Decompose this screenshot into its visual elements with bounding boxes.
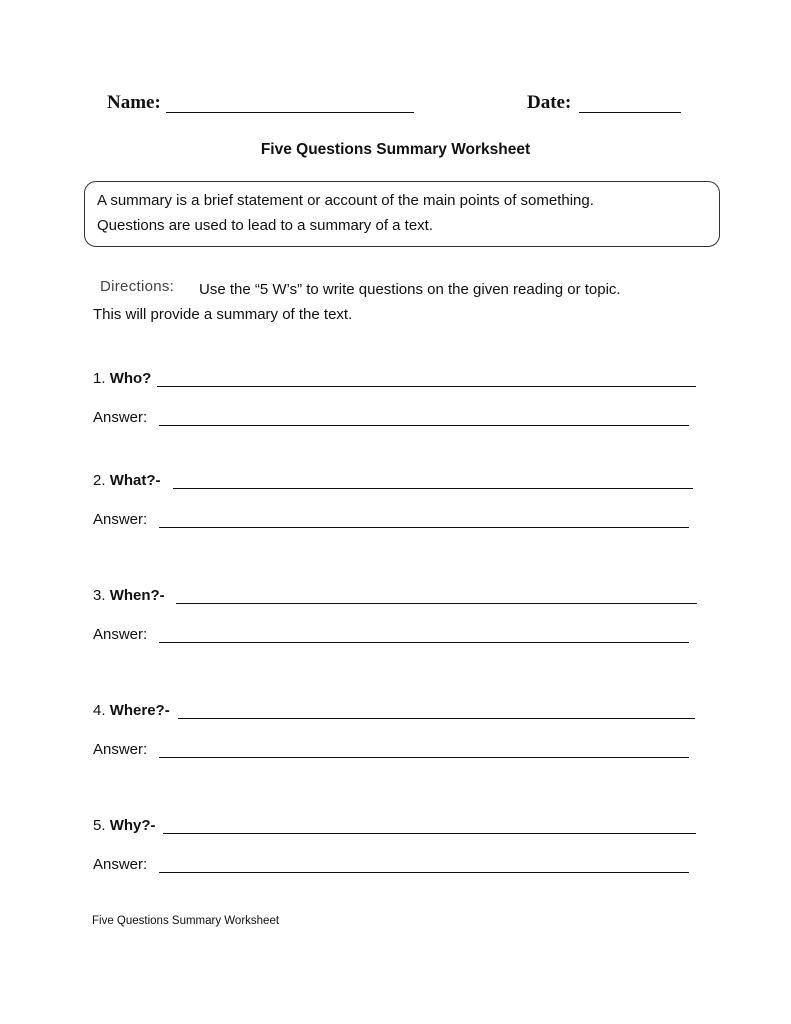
question-who-label (93, 369, 151, 389)
question-word: Where?- (109, 702, 170, 719)
directions-label: Directions: (100, 278, 175, 295)
directions-line-1: Use the “5 W’s” to write questions on the given reading or topic. (199, 281, 621, 298)
answer-label: Answer: (93, 626, 148, 643)
question-who-line[interactable] (157, 386, 696, 387)
question-number: 2. (93, 472, 106, 489)
question-number: 4. (93, 702, 106, 719)
question-what-label (93, 471, 161, 491)
question-when-line[interactable] (176, 603, 697, 604)
answer-why-line[interactable] (159, 872, 689, 873)
worksheet-title: Five Questions Summary Worksheet (260, 141, 531, 158)
answer-label: Answer: (93, 741, 148, 758)
question-where-line[interactable] (178, 718, 695, 719)
question-where-label (93, 701, 170, 721)
question-when-label (93, 586, 165, 606)
question-number: 1. (93, 370, 106, 387)
answer-where-line[interactable] (159, 757, 689, 758)
name-label: Name: (107, 92, 161, 113)
date-field-line[interactable] (579, 112, 681, 113)
answer-when-line[interactable] (159, 642, 689, 643)
answer-label: Answer: (93, 856, 148, 873)
question-word: Who? (109, 370, 152, 387)
question-why-line[interactable] (163, 833, 696, 834)
answer-who-line[interactable] (159, 425, 689, 426)
definition-line-1: A summary is a brief statement or account of the main points of something. (97, 192, 594, 209)
name-field-line[interactable] (166, 112, 414, 113)
date-label: Date: (527, 92, 572, 113)
question-number: 5. (93, 817, 106, 834)
question-word: What?- (109, 472, 161, 489)
question-what-line[interactable] (173, 488, 693, 489)
page-footer: Five Questions Summary Worksheet (92, 915, 280, 927)
definition-line-2: Questions are used to lead to a summary of a text. (97, 217, 434, 234)
question-why-label (93, 816, 156, 836)
answer-label: Answer: (93, 511, 148, 528)
directions-line-2: This will provide a summary of the text. (93, 306, 353, 323)
question-number: 3. (93, 587, 106, 604)
question-word: When?- (109, 587, 165, 604)
answer-label: Answer: (93, 409, 148, 426)
answer-what-line[interactable] (159, 527, 689, 528)
question-word: Why?- (109, 817, 156, 834)
